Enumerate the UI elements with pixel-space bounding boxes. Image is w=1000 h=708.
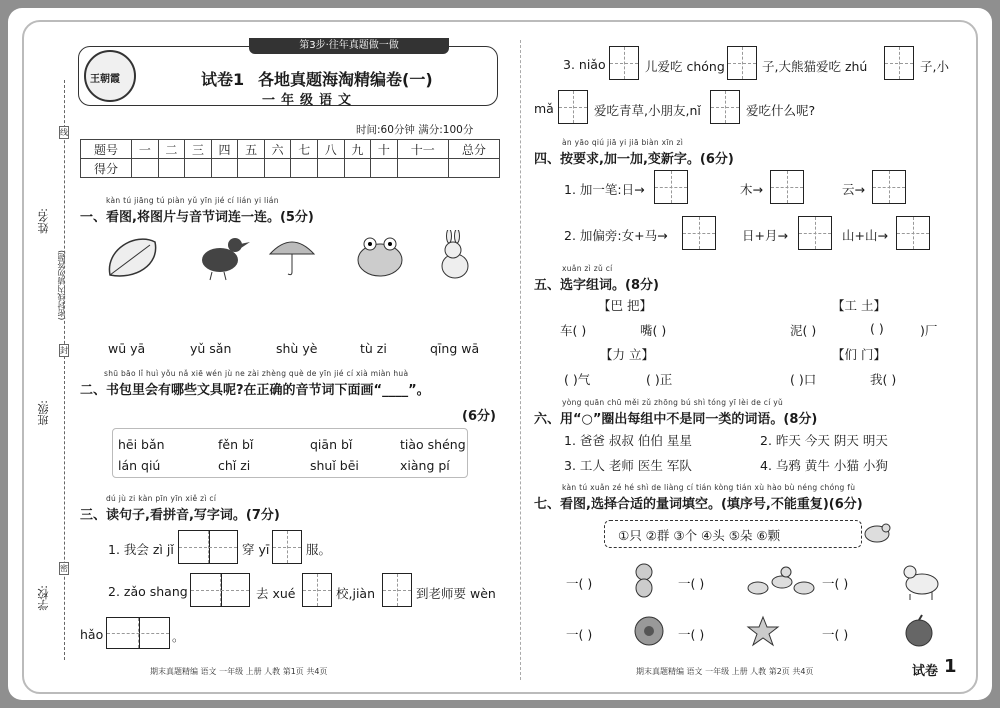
time-info: 时间:60分钟 满分:100分 <box>356 124 474 136</box>
q3-pinyin: dú jù zi kàn pīn yīn xiě zì cí <box>106 494 217 503</box>
exam-number: 试卷1 <box>201 70 245 89</box>
q1-word: yǔ sǎn <box>190 341 232 356</box>
q5-blank[interactable]: ( )气 <box>564 372 591 387</box>
q5-group: 【工 土】 <box>832 298 886 313</box>
score-cell[interactable] <box>397 159 448 178</box>
score-header-cell: 总分 <box>448 140 499 159</box>
seal-notice: (密封线内请勿答题) <box>57 250 66 321</box>
q3-text: 儿爱吃 chóng <box>645 59 725 74</box>
q6-row[interactable]: 4. 乌鸦 黄牛 小猫 小狗 <box>760 458 888 473</box>
score-cell[interactable] <box>448 159 499 178</box>
writing-grid[interactable] <box>770 170 804 204</box>
q5-blank[interactable]: ( ) <box>870 321 884 336</box>
apple-icon <box>902 614 936 648</box>
writing-grid[interactable] <box>106 617 170 649</box>
q6-row[interactable]: 1. 爸爸 叔叔 伯伯 星星 <box>564 433 692 448</box>
score-header-cell: 题号 <box>81 140 132 159</box>
seal-mark-2: 封 <box>60 346 68 355</box>
seal-mark-1: 线 <box>60 128 68 137</box>
q3-text: 。 <box>172 629 185 644</box>
score-header-cell: 二 <box>158 140 185 159</box>
score-header-cell: 一 <box>132 140 159 159</box>
q5-group: 【力 立】 <box>600 347 654 362</box>
frog-icon <box>358 238 402 276</box>
score-cell[interactable] <box>211 159 238 178</box>
writing-grid[interactable] <box>382 573 412 607</box>
q2-word[interactable]: hēi bǎn <box>118 437 165 452</box>
q5-group: 【们 门】 <box>832 347 886 362</box>
writing-grid[interactable] <box>178 530 238 564</box>
score-row-label: 得分 <box>81 159 132 178</box>
q5-blank[interactable]: 我( ) <box>870 372 897 387</box>
q2-pinyin: shū bāo lǐ huì yǒu nǎ xiē wén jù ne zài zhèng què de yīn jié cí xià miàn huà <box>104 369 409 378</box>
footer-exam-label: 试卷 <box>912 664 939 679</box>
footer-exam-number: 1 <box>944 656 957 677</box>
q7-blank[interactable]: 一( ) <box>678 576 705 591</box>
footer-right: 期末真题精编 语文 一年级 上册 人教 第2页 共4页 <box>636 667 814 676</box>
writing-grid[interactable] <box>727 46 757 80</box>
q1-pinyin: kàn tú jiāng tú piàn yǔ yīn jié cí lián yi lián <box>106 196 279 205</box>
q2-word[interactable]: fěn bǐ <box>218 437 254 452</box>
q7-blank[interactable]: 一( ) <box>822 576 849 591</box>
score-header-cell: 十一 <box>397 140 448 159</box>
q2-word[interactable]: xiàng pí <box>400 458 450 473</box>
class-label: 班级: <box>37 400 50 426</box>
q3-text: 爱吃什么呢? <box>746 103 816 118</box>
q3-text: hǎo <box>80 627 104 642</box>
page-divider <box>520 40 521 680</box>
q2-word[interactable]: shuǐ bēi <box>310 458 359 473</box>
page-subtitle: 一年级语文 <box>262 93 358 108</box>
score-header-cell: 三 <box>185 140 212 159</box>
score-table <box>80 139 500 178</box>
q1-word: shù yè <box>276 341 318 356</box>
q5-blank[interactable]: ( )口 <box>790 372 817 387</box>
q3-text: 服。 <box>306 542 332 557</box>
q7-blank[interactable]: 一( ) <box>566 576 593 591</box>
q6-row[interactable]: 3. 工人 老师 医生 军队 <box>564 458 692 473</box>
q5-blank[interactable]: 泥( ) <box>790 323 817 338</box>
q3-text: 到老师要 wèn <box>416 586 496 601</box>
leaf-icon <box>109 239 155 276</box>
q1-word: wū yā <box>108 341 146 356</box>
score-cell[interactable] <box>344 159 371 178</box>
writing-grid[interactable] <box>302 573 332 607</box>
score-cell[interactable] <box>291 159 318 178</box>
q1-title: 一、看图,将图片与音节词连一连。(5分) <box>80 210 314 225</box>
q5-blank[interactable]: )厂 <box>920 323 938 338</box>
q7-blank[interactable]: 一( ) <box>566 627 593 642</box>
q4-text: 木→ <box>740 182 763 197</box>
q5-title: 五、选字组词。(8分) <box>534 278 659 293</box>
cow-icon <box>900 560 944 600</box>
score-header-row <box>81 140 500 159</box>
q5-blank[interactable]: 嘴( ) <box>640 323 667 338</box>
monkey-icon <box>628 562 660 598</box>
score-cell[interactable] <box>264 159 291 178</box>
writing-grid[interactable] <box>682 216 716 250</box>
writing-grid[interactable] <box>609 46 639 80</box>
score-cell[interactable] <box>371 159 398 178</box>
score-cell[interactable] <box>185 159 212 178</box>
school-label: 学校: <box>37 585 50 611</box>
q6-row[interactable]: 2. 昨天 今天 阴天 明天 <box>760 433 888 448</box>
umbrella-icon <box>270 242 314 275</box>
score-cell[interactable] <box>158 159 185 178</box>
footer-left: 期末真题精编 语文 一年级 上册 人教 第1页 共4页 <box>150 667 328 676</box>
q3-text: 2. zǎo shang <box>108 584 188 599</box>
q5-blank[interactable]: 车( ) <box>560 323 587 338</box>
score-cell[interactable] <box>318 159 345 178</box>
score-header-cell: 九 <box>344 140 371 159</box>
q3-text: 校,jiàn <box>336 586 376 601</box>
q4-text: 1. 加一笔:日→ <box>564 182 645 197</box>
score-header-cell: 四 <box>211 140 238 159</box>
sheep-icon <box>862 518 892 548</box>
rabbit-icon <box>442 230 468 278</box>
score-cell[interactable] <box>238 159 265 178</box>
page-title: 各地真题海淘精编卷(一) <box>258 70 433 89</box>
q3-title: 三、读句子,看拼音,写字词。(7分) <box>80 508 280 523</box>
name-label: 姓名: <box>37 208 50 234</box>
logo: 王朝霞 <box>84 50 136 102</box>
flower-icon <box>632 614 666 648</box>
q5-group: 【巴 把】 <box>598 298 652 313</box>
q1-pictures <box>100 230 490 285</box>
q1-word: qīng wā <box>430 341 480 356</box>
crow-icon <box>202 238 250 280</box>
seal-mark-3: 密 <box>60 564 68 573</box>
q3-text: 子,小 <box>920 59 949 74</box>
writing-grid[interactable] <box>190 573 250 607</box>
q7-title: 七、看图,选择合适的量词填空。(填序号,不能重复)(6分) <box>534 497 863 512</box>
writing-grid[interactable] <box>710 90 740 124</box>
q6-title: 六、用“○”圈出每组中不是同一类的词语。(8分) <box>534 412 818 427</box>
q3-text: 3. niǎo <box>563 57 606 72</box>
q5-blank[interactable]: ( )正 <box>646 372 673 387</box>
q3-text: mǎ <box>534 101 554 116</box>
q4-text: 日+月→ <box>742 228 788 243</box>
score-row <box>81 159 500 178</box>
score-header-cell: 八 <box>318 140 345 159</box>
q7-pinyin: kàn tú xuǎn zé hé shì de liàng cí tián kòng tián xù hào bù néng chóng fù <box>562 483 856 492</box>
q3-text: 1. 我会 zì jǐ <box>108 542 174 557</box>
q2-word[interactable]: qiān bǐ <box>310 437 353 452</box>
q5-pinyin: xuǎn zì zǔ cí <box>562 264 613 273</box>
writing-grid[interactable] <box>896 216 930 250</box>
q7-options: ①只 ②群 ③个 ④头 ⑤朵 ⑥颗 <box>618 528 781 543</box>
writing-grid[interactable] <box>798 216 832 250</box>
writing-grid[interactable] <box>558 90 588 124</box>
score-header-cell: 十 <box>371 140 398 159</box>
q3-text: 去 xué <box>256 586 296 601</box>
q3-text: 子,大熊猫爱吃 zhú <box>762 59 868 74</box>
q4-title: 四、按要求,加一加,变新字。(6分) <box>534 152 734 167</box>
writing-grid[interactable] <box>654 170 688 204</box>
score-header-cell: 六 <box>264 140 291 159</box>
q2-word[interactable]: tiào shéng <box>400 437 466 452</box>
q2-word[interactable]: chǐ zi <box>218 458 251 473</box>
writing-grid[interactable] <box>272 530 302 564</box>
q2-word[interactable]: lán qiú <box>118 458 161 473</box>
q3-text: 穿 yī <box>242 542 270 557</box>
score-header-cell: 七 <box>291 140 318 159</box>
q4-text: 山+山→ <box>842 228 888 243</box>
q2-title: 二、书包里会有哪些文具呢?在正确的音节词下面画“____”。 <box>80 383 430 398</box>
step-tag: 第3步·往年真题做一做 <box>249 38 449 54</box>
q1-word: tù zi <box>360 341 387 356</box>
score-cell[interactable] <box>132 159 159 178</box>
q4-pinyin: àn yāo qiú jiā yi jiā biàn xīn zì <box>562 138 684 147</box>
q4-text: 2. 加偏旁:女+马→ <box>564 228 668 243</box>
q7-blank[interactable]: 一( ) <box>822 627 849 642</box>
score-header-cell: 五 <box>238 140 265 159</box>
ducks-icon <box>742 558 820 602</box>
q2-score: (6分) <box>462 409 496 424</box>
q3-text: 爱吃青草,小朋友,nǐ <box>594 103 701 118</box>
q6-pinyin: yòng quān chū měi zǔ zhōng bú shì tóng yī lèi de cí yǔ <box>562 398 784 407</box>
writing-grid[interactable] <box>884 46 914 80</box>
star-icon <box>746 614 780 648</box>
writing-grid[interactable] <box>872 170 906 204</box>
q7-blank[interactable]: 一( ) <box>678 627 705 642</box>
q4-text: 云→ <box>842 182 865 197</box>
